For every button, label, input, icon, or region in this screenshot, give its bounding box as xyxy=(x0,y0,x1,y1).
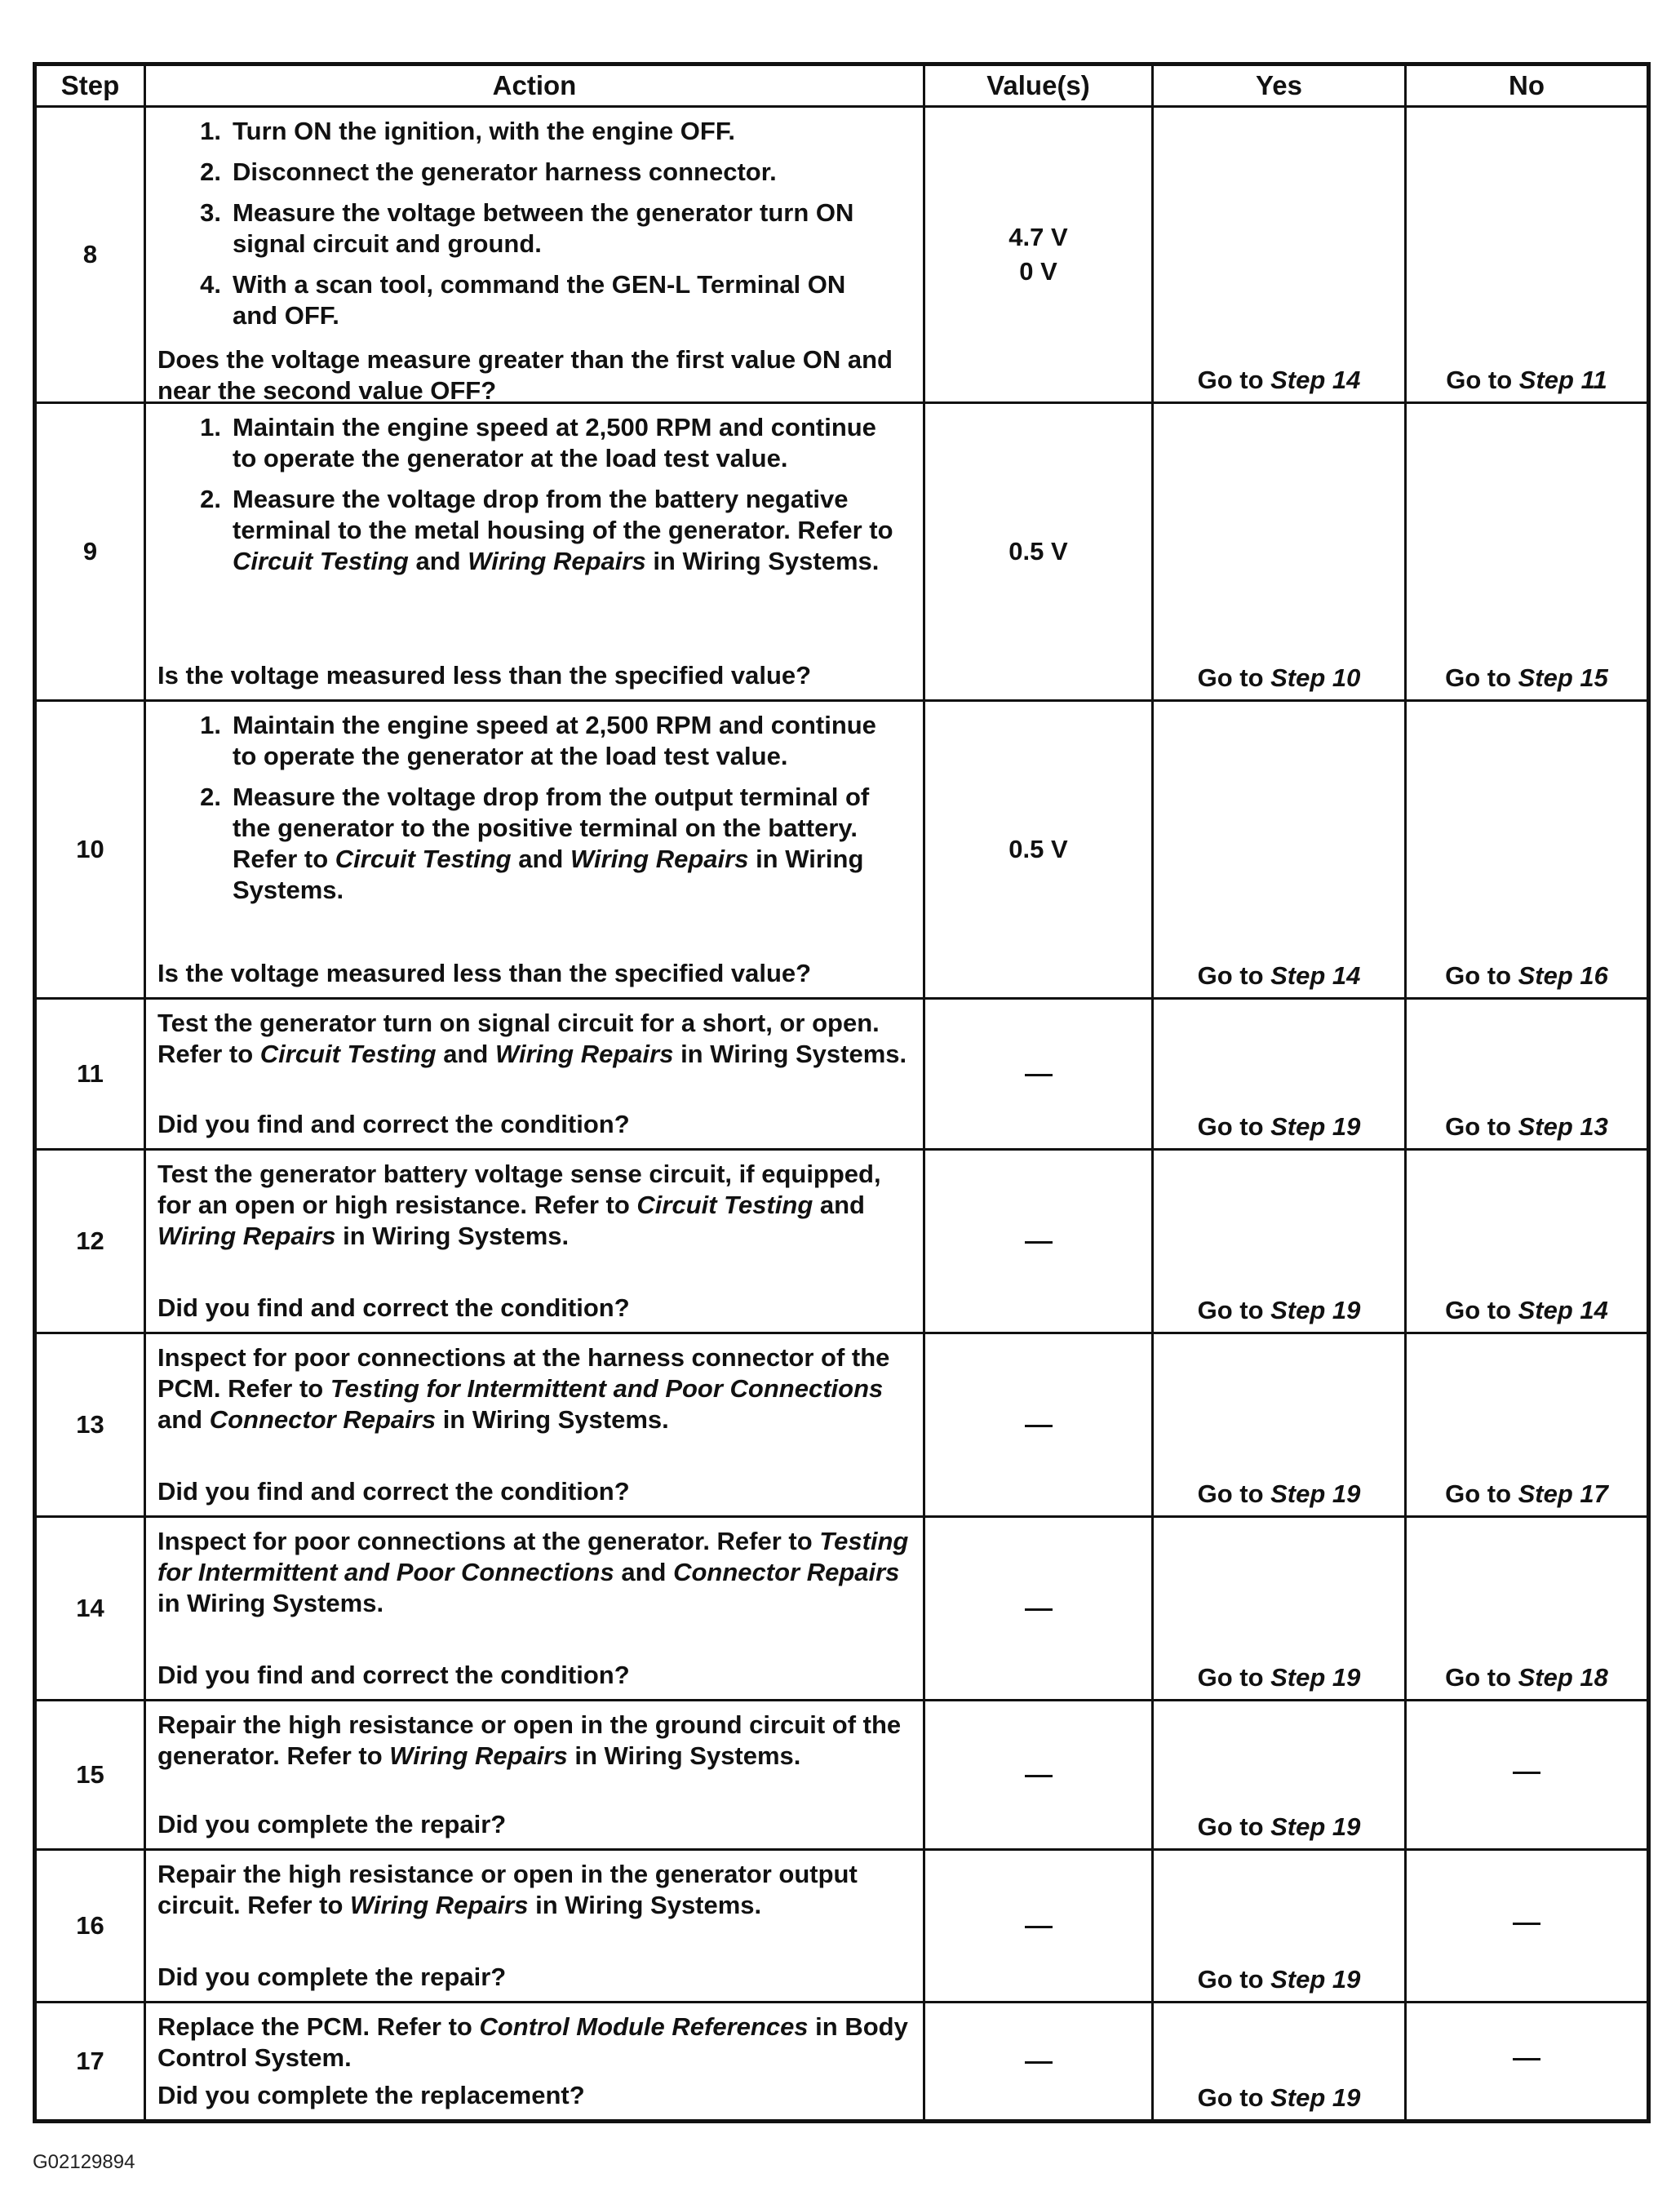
table-row xyxy=(35,1517,1649,1701)
goto-text: Go to Step 18 xyxy=(1445,1663,1608,1692)
no-cell xyxy=(1406,701,1649,999)
header-no: No xyxy=(1406,64,1649,107)
list-number: 1. xyxy=(200,413,221,441)
action-question: Did you find and correct the condition? xyxy=(157,1477,630,1506)
header-action: Action xyxy=(145,64,924,107)
action-content xyxy=(157,1859,911,1993)
list-text: Measure the voltage drop from the output terminal of the generator to the positive terminal on the battery. Refer to Circuit Testing and Wiring Repairs in Wiring Systems. xyxy=(233,783,870,904)
reference-link-text: Connector Repairs xyxy=(209,1405,437,1434)
goto-text: Go to Step 11 xyxy=(1446,366,1607,394)
goto-step-ref: Step 14 xyxy=(1518,1296,1608,1324)
list-number: 2. xyxy=(200,485,221,513)
action-question: Is the voltage measured less than the specified value? xyxy=(157,661,812,690)
goto-text: Go to Step 14 xyxy=(1197,366,1361,394)
step-number: 14 xyxy=(35,1517,145,1701)
dash-mark xyxy=(1025,1775,1053,1777)
step-number: 8 xyxy=(35,107,145,403)
list-item xyxy=(157,412,911,474)
no-cell xyxy=(1406,1701,1649,1850)
action-content xyxy=(157,1008,911,1140)
goto-text: Go to Step 19 xyxy=(1197,1663,1361,1692)
goto-step-ref: Step 14 xyxy=(1270,366,1361,394)
value-text: 0.5 V xyxy=(1008,537,1068,566)
goto-text: Go to Step 16 xyxy=(1445,961,1608,990)
action-question: Did you find and correct the condition? xyxy=(157,1661,630,1689)
step-number: 11 xyxy=(35,999,145,1150)
action-body xyxy=(157,710,911,916)
value-cell xyxy=(924,999,1153,1150)
value-text: 0.5 V xyxy=(1008,835,1068,863)
figure-id: G02129894 xyxy=(33,2151,135,2173)
action-content xyxy=(157,1526,911,1691)
list-item xyxy=(157,269,911,331)
value-cell xyxy=(924,1150,1153,1333)
action-body xyxy=(157,1342,911,1435)
goto-text: Go to Step 19 xyxy=(1197,1296,1361,1324)
list-item xyxy=(157,782,911,906)
goto-text: Go to Step 15 xyxy=(1445,663,1608,692)
yes-cell xyxy=(1153,2003,1406,2122)
table-row xyxy=(35,1701,1649,1850)
reference-link-text: Circuit Testing xyxy=(233,547,409,575)
yes-cell xyxy=(1153,1333,1406,1517)
action-body xyxy=(157,1859,911,1921)
header-values: Value(s) xyxy=(924,64,1153,107)
table-row xyxy=(35,999,1649,1150)
action-cell xyxy=(145,2003,924,2122)
no-cell xyxy=(1406,1517,1649,1701)
reference-link-text: Wiring Repairs xyxy=(350,1891,529,1919)
value-cell xyxy=(924,2003,1153,2122)
action-steps-list xyxy=(157,710,911,906)
goto-step-ref: Step 14 xyxy=(1270,961,1361,990)
action-text: Inspect for poor connections at the harness connector of the PCM. Refer to Testing for Intermittent and Poor Connections and Connector Repairs in Wiring Systems. xyxy=(157,1343,890,1434)
yes-cell xyxy=(1153,1850,1406,2003)
value-text: 0 V xyxy=(1019,257,1057,286)
yes-cell xyxy=(1153,403,1406,701)
list-text: Measure the voltage between the generator turn ON signal circuit and ground. xyxy=(233,198,854,258)
action-body xyxy=(157,1710,911,1772)
diagnostic-table xyxy=(33,62,1651,2123)
table-row xyxy=(35,1150,1649,1333)
action-content xyxy=(157,2011,911,2111)
reference-link-text: Wiring Repairs xyxy=(570,845,749,873)
action-cell xyxy=(145,1150,924,1333)
list-number: 2. xyxy=(200,157,221,186)
table-row xyxy=(35,403,1649,701)
yes-cell xyxy=(1153,701,1406,999)
action-body xyxy=(157,116,911,341)
action-cell xyxy=(145,1850,924,2003)
goto-step-ref: Step 17 xyxy=(1518,1479,1608,1508)
header-step: Step xyxy=(35,64,145,107)
action-text: Replace the PCM. Refer to Control Module References in Body Control System. xyxy=(157,2012,908,2072)
reference-link-text: Testing for Intermittent and Poor Connections xyxy=(157,1527,909,1586)
dash-mark xyxy=(1513,1923,1540,1925)
table-row xyxy=(35,1333,1649,1517)
reference-link-text: Wiring Repairs xyxy=(157,1222,336,1250)
value-cell xyxy=(924,1333,1153,1517)
goto-step-ref: Step 19 xyxy=(1270,1479,1361,1508)
action-text: Repair the high resistance or open in the generator output circuit. Refer to Wiring Repairs in Wiring Systems. xyxy=(157,1860,858,1919)
table-body xyxy=(35,107,1649,2122)
no-cell xyxy=(1406,999,1649,1150)
step-number: 13 xyxy=(35,1333,145,1517)
action-question: Did you find and correct the condition? xyxy=(157,1110,630,1138)
action-steps-list xyxy=(157,116,911,331)
table-row xyxy=(35,1850,1649,2003)
step-number: 9 xyxy=(35,403,145,701)
reference-link-text: Connector Repairs xyxy=(673,1558,900,1586)
list-item xyxy=(157,197,911,259)
goto-step-ref: Step 13 xyxy=(1518,1112,1608,1141)
action-content xyxy=(157,1342,911,1507)
goto-text: Go to Step 14 xyxy=(1445,1296,1608,1324)
list-number: 1. xyxy=(200,117,221,145)
goto-step-ref: Step 19 xyxy=(1270,1965,1361,1994)
table-row xyxy=(35,107,1649,403)
goto-step-ref: Step 15 xyxy=(1518,663,1608,692)
list-number: 4. xyxy=(200,270,221,299)
header-yes: Yes xyxy=(1153,64,1406,107)
step-number: 15 xyxy=(35,1701,145,1850)
table-row xyxy=(35,2003,1649,2122)
dash-mark xyxy=(1025,1241,1053,1244)
action-cell xyxy=(145,1701,924,1850)
action-steps-list xyxy=(157,412,911,577)
value-cell xyxy=(924,107,1153,403)
action-cell xyxy=(145,1333,924,1517)
action-question: Did you complete the repair? xyxy=(157,1810,507,1839)
list-item xyxy=(157,710,911,772)
list-text: With a scan tool, command the GEN-L Terminal ON and OFF. xyxy=(233,270,846,330)
dash-mark xyxy=(1513,2058,1540,2060)
action-cell xyxy=(145,999,924,1150)
list-number: 2. xyxy=(200,783,221,811)
yes-cell xyxy=(1153,107,1406,403)
value-text: 4.7 V xyxy=(1008,223,1068,251)
no-cell xyxy=(1406,2003,1649,2122)
action-cell xyxy=(145,107,924,403)
dash-mark xyxy=(1025,1926,1053,1928)
action-question: Does the voltage measure greater than the first value ON and near the second value OFF? xyxy=(157,345,893,405)
goto-step-ref: Step 19 xyxy=(1270,1663,1361,1692)
action-content xyxy=(157,1710,911,1840)
action-text: Test the generator battery voltage sense circuit, if equipped, for an open or high resistance. Refer to Circuit Testing and Wiring Repairs in Wiring Systems. xyxy=(157,1160,881,1250)
reference-link-text: Testing for Intermittent and Poor Connections xyxy=(330,1374,884,1403)
list-text: Disconnect the generator harness connector. xyxy=(233,157,777,186)
value-cell xyxy=(924,1850,1153,2003)
goto-text: Go to Step 14 xyxy=(1197,961,1361,990)
goto-step-ref: Step 11 xyxy=(1518,366,1607,394)
action-text: Repair the high resistance or open in the ground circuit of the generator. Refer to Wiring Repairs in Wiring Systems. xyxy=(157,1710,902,1770)
step-number: 10 xyxy=(35,701,145,999)
dash-mark xyxy=(1025,2061,1053,2064)
goto-step-ref: Step 19 xyxy=(1270,1812,1361,1841)
no-cell xyxy=(1406,1850,1649,2003)
action-cell xyxy=(145,403,924,701)
action-content xyxy=(157,710,911,989)
action-content xyxy=(157,116,911,405)
goto-step-ref: Step 19 xyxy=(1270,1112,1361,1141)
goto-text: Go to Step 10 xyxy=(1197,663,1361,692)
table-row xyxy=(35,701,1649,999)
step-number: 12 xyxy=(35,1150,145,1333)
list-number: 3. xyxy=(200,198,221,227)
reference-link-text: Circuit Testing xyxy=(259,1040,437,1068)
action-question: Did you complete the replacement? xyxy=(157,2081,585,2109)
no-cell xyxy=(1406,107,1649,403)
step-number: 16 xyxy=(35,1850,145,2003)
action-body xyxy=(157,412,911,587)
action-body xyxy=(157,1159,911,1252)
goto-text: Go to Step 19 xyxy=(1197,1965,1361,1994)
list-text: Maintain the engine speed at 2,500 RPM and continue to operate the generator at the load test value. xyxy=(233,711,876,770)
list-number: 1. xyxy=(200,711,221,739)
dash-mark xyxy=(1025,1425,1053,1427)
reference-link-text: Circuit Testing xyxy=(335,845,512,873)
no-cell xyxy=(1406,1150,1649,1333)
list-item xyxy=(157,116,911,147)
step-number: 17 xyxy=(35,2003,145,2122)
value-cell xyxy=(924,1701,1153,1850)
no-cell xyxy=(1406,1333,1649,1517)
header-row xyxy=(35,64,1649,107)
goto-step-ref: Step 19 xyxy=(1270,2083,1361,2112)
action-question: Did you find and correct the condition? xyxy=(157,1293,630,1322)
action-body xyxy=(157,2011,911,2074)
reference-link-text: Circuit Testing xyxy=(636,1191,813,1219)
reference-link-text: Wiring Repairs xyxy=(494,1040,674,1068)
action-text: Inspect for poor connections at the generator. Refer to Testing for Intermittent and Poor Connections and Connector Repairs in Wiring Systems. xyxy=(157,1527,909,1617)
goto-text: Go to Step 19 xyxy=(1197,1112,1361,1141)
action-cell xyxy=(145,701,924,999)
reference-link-text: Wiring Repairs xyxy=(389,1741,568,1770)
value-cell xyxy=(924,403,1153,701)
yes-cell xyxy=(1153,1150,1406,1333)
yes-cell xyxy=(1153,999,1406,1150)
goto-text: Go to Step 19 xyxy=(1197,2083,1361,2112)
goto-text: Go to Step 17 xyxy=(1445,1479,1608,1508)
list-text: Measure the voltage drop from the battery negative terminal to the metal housing of the generator. Refer to Circuit Testing and Wiring Repairs in Wiring Systems. xyxy=(233,485,893,575)
action-question: Is the voltage measured less than the specified value? xyxy=(157,959,812,987)
goto-step-ref: Step 19 xyxy=(1270,1296,1361,1324)
action-cell xyxy=(145,1517,924,1701)
action-body xyxy=(157,1526,911,1619)
no-cell xyxy=(1406,403,1649,701)
list-item xyxy=(157,157,911,188)
dash-mark xyxy=(1025,1074,1053,1076)
action-body xyxy=(157,1008,911,1070)
reference-link-text: Wiring Repairs xyxy=(468,547,646,575)
value-cell xyxy=(924,1517,1153,1701)
action-text: Test the generator turn on signal circuit for a short, or open. Refer to Circuit Testing and Wiring Repairs in Wiring Systems. xyxy=(157,1009,907,1068)
yes-cell xyxy=(1153,1517,1406,1701)
action-content xyxy=(157,412,911,691)
action-content xyxy=(157,1159,911,1324)
goto-step-ref: Step 18 xyxy=(1518,1663,1608,1692)
list-text: Maintain the engine speed at 2,500 RPM and continue to operate the generator at the load test value. xyxy=(233,413,876,472)
dash-mark xyxy=(1025,1608,1053,1611)
goto-step-ref: Step 10 xyxy=(1270,663,1361,692)
goto-step-ref: Step 16 xyxy=(1518,961,1608,990)
yes-cell xyxy=(1153,1701,1406,1850)
goto-text: Go to Step 19 xyxy=(1197,1812,1361,1841)
action-question: Did you complete the repair? xyxy=(157,1963,507,1991)
dash-mark xyxy=(1513,1772,1540,1774)
list-text: Turn ON the ignition, with the engine OFF. xyxy=(233,117,735,145)
value-cell xyxy=(924,701,1153,999)
list-item xyxy=(157,484,911,577)
reference-link-text: Control Module References xyxy=(479,2012,809,2041)
goto-text: Go to Step 13 xyxy=(1445,1112,1608,1141)
goto-text: Go to Step 19 xyxy=(1197,1479,1361,1508)
